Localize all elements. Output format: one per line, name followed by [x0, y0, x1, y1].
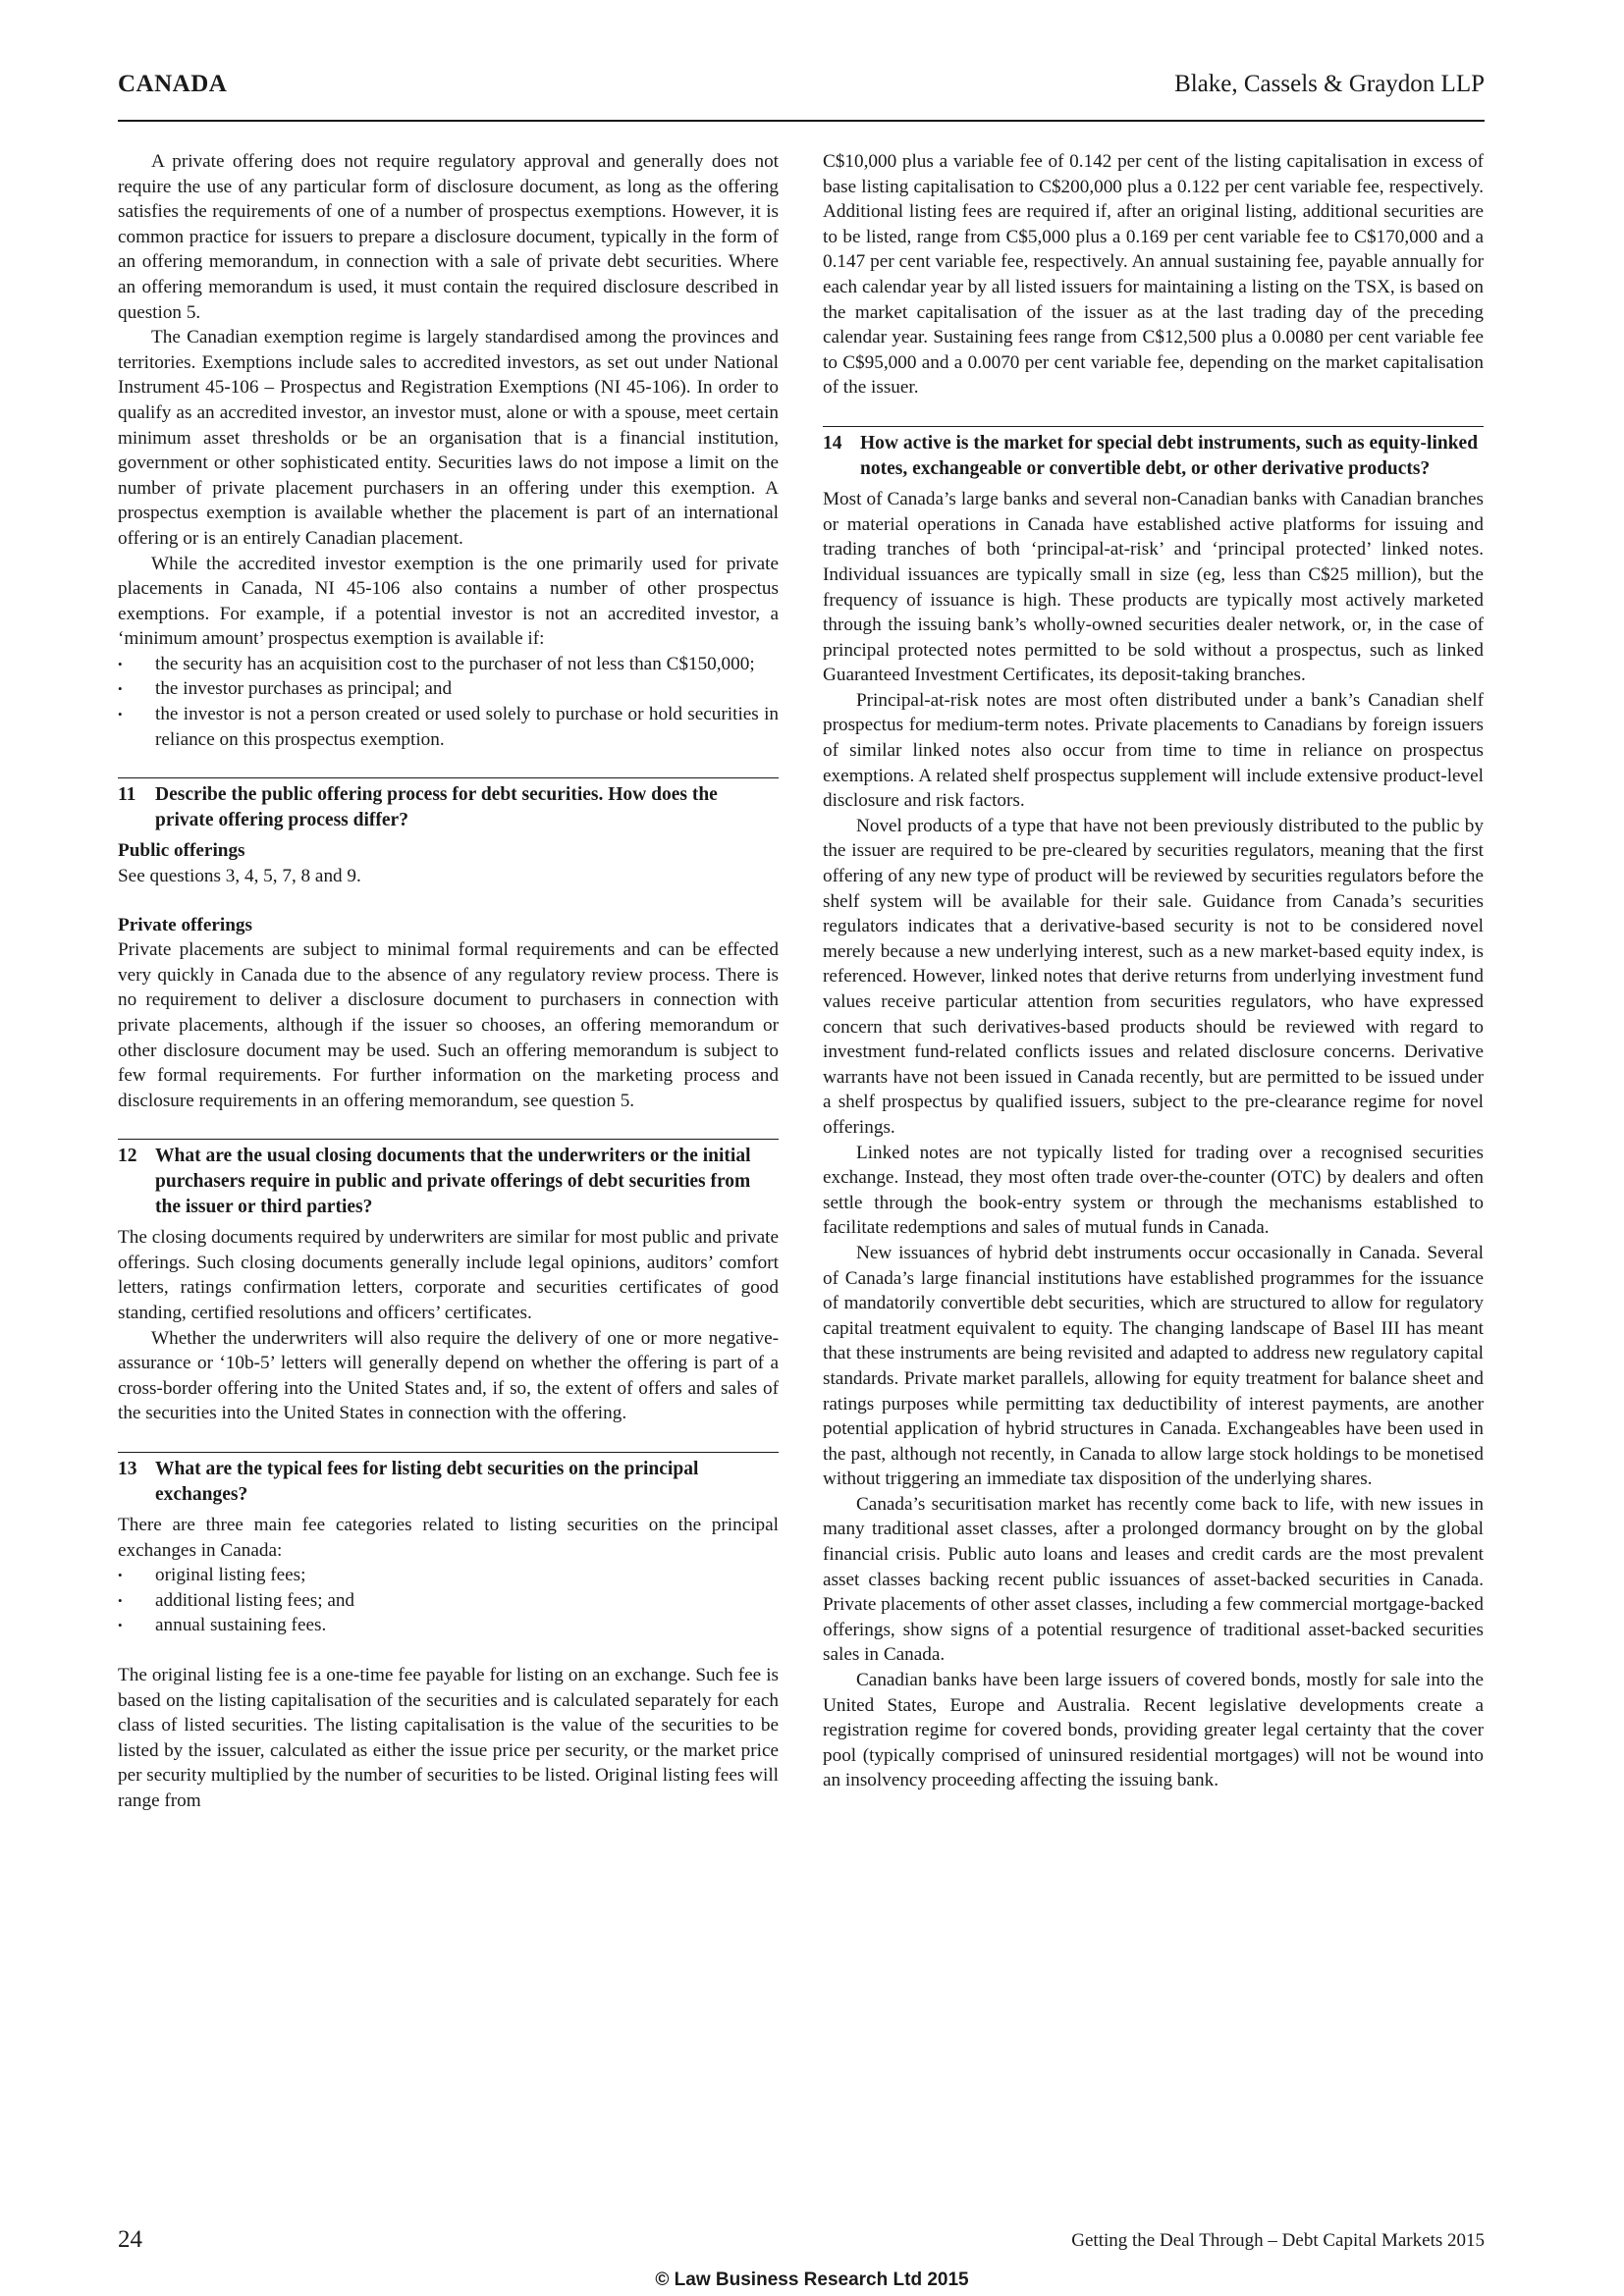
paragraph: The Canadian exemption regime is largely standardised among the provinces and territories. Exemptions include sales to accredited investors, as set out under National Instrument 45-106 – Prospectus and Registration Exemptions (NI 45-106). In order to qualify as an accredited investor, an investor must, alone or with a spouse, meet certain minimum asset thresholds or be an organisation that is a financial institution, government or other sophisticated entity. Securities laws do not impose a limit on the number of private placement purchasers in an offering under this exemption. A prospectus exemption is available whether the placement is part of an international offering or is an entirely Canadian placement. [118, 327, 779, 549]
question-number: 11 [118, 784, 136, 806]
subheading: Public offerings [118, 840, 245, 862]
paragraph: C$10,000 plus a variable fee of 0.142 per cent of the listing capitalisation in excess of base listing capitalisation to C$200,000 plus a 0.122 per cent variable fee, respectively. Additional listing fees are required if, after an original listing, additional securities are to be listed, range from C$5,000 plus a 0.169 per cent variable fee to C$170,000 and a 0.147 per cent variable fee, respectively. An annual sustaining fee, payable annually for each calendar year by all listed issuers for maintaining a listing on the TSX, is based on the market capitalisation of the issuer as at the last trading day of the preceding calendar year. Sustaining fees range from C$12,500 plus a 0.0080 per cent variable fee to C$95,000 and a 0.0070 per cent variable fee, depending on the market capitalisation of the issuer. [823, 151, 1484, 399]
question-number: 14 [823, 432, 842, 454]
paragraph: New issuances of hybrid debt instruments occur occasionally in Canada. Several of Canada’s large financial institutions have established programmes for the issuance of mandatorily convertible debt securities, which are structured to allow for regulatory capital treatment equivalent to equity. The changing landscape of Basel III has meant that these instruments are being revisited and adapted to address new regulatory capital standards. Private market parallels, allowing for equity treatment for balance sheet and ratings purposes while permitting tax deductibility of interest payments, are another potential application of hybrid structures in Canada. Exchangeables have been used in the past, although not recently, in Canada to allow large stock holdings to be monetised without triggering an immediate tax disposition of the underlying shares. [823, 1242, 1484, 1490]
bullet-list [118, 652, 779, 752]
paragraph: Most of Canada’s large banks and several non-Canadian banks with Canadian branches or material operations in Canada have established active platforms for issuing and trading tranches of both ‘principal-at-risk’ and ‘principal protected’ linked notes. Individual issuances are typically small in size (eg, less than C$25 million), but the frequency of issuance is high. These products are typically most actively marketed through the issuing bank’s wholly-owned securities dealer network, or, in the case of principal protected notes permitted to be sold without a prospectus, such as linked Guaranteed Investment Certificates, its deposit-taking branches. [823, 489, 1484, 686]
paragraph: There are three main fee categories related to listing securities on the principal exchanges in Canada: [118, 1515, 779, 1561]
question-text: What are the typical fees for listing debt securities on the principal exchanges? [155, 1458, 699, 1505]
left-column [118, 149, 779, 1814]
paragraph: The original listing fee is a one-time fee payable for listing on an exchange. Such fee is based on the listing capitalisation of the securities and is calculated separately for each class of listed securities. The listing capitalisation is the value of the securities to be listed by the issuer, calculated as either the issue price per security, or the market price per security multiplied by the number of securities to be listed. Original listing fees will range from [118, 1665, 780, 1812]
paragraph: While the accredited investor exemption is the one primarily used for private placements in Canada, NI 45-106 also contains a number of other prospectus exemptions. For example, if a potential investor is not an accredited investor, a ‘minimum amount’ prospectus exemption is available if: [118, 553, 779, 650]
paragraph: Whether the underwriters will also require the delivery of one or more negative-assurance or ‘10b-5’ letters will generally depend on whether the offering is part of a cross-border offering into the United States and, if so, the extent of offers and sales of the securities into the United States in connection with the offering. [118, 1327, 779, 1424]
list-item: • original listing fees; [118, 1563, 779, 1588]
page-number: 24 [118, 2226, 142, 2253]
header-country: CANADA [118, 71, 228, 97]
question-heading-14 [823, 426, 1484, 481]
paragraph: Principal-at-risk notes are most often distributed under a bank’s Canadian shelf prospectus for medium-term notes. Private placements to Canadians by foreign issuers of similar linked notes also occur from time to time in reliance on prospectus exemptions. A related shelf prospectus supplement will include extensive product-level disclosure and risk factors. [823, 689, 1484, 812]
paragraph: Private placements are subject to minimal formal requirements and can be effected very quickly in Canada due to the absence of any regulatory review process. There is no requirement to deliver a disclosure document to purchasers in connection with private placements, although if the issuer so chooses, an offering memorandum or other disclosure document may be used. Such an offering memorandum is subject to few formal requirements. For further information on the marketing process and disclosure requirements in an offering memorandum, see question 5. [118, 939, 779, 1111]
question-text: How active is the market for special debt instruments, such as equity-linked notes, exchangeable or convertible debt, or other derivative products? [860, 432, 1479, 479]
subheading: Private offerings [118, 914, 252, 935]
question-text: What are the usual closing documents that the underwriters or the initial purchasers require in public and private offerings of debt securities from the issuer or third parties? [155, 1146, 751, 1217]
page-header [118, 69, 1485, 122]
question-number: 12 [118, 1146, 137, 1167]
question-heading-13 [118, 1452, 779, 1507]
question-heading-11 [118, 777, 779, 832]
copyright-notice: © Law Business Research Ltd 2015 [655, 2269, 969, 2290]
paragraph: Novel products of a type that have not been previously distributed to the public by the issuer are required to be pre-cleared by securities regulators, meaning that the first offering of any new type of product will be reviewed by securities regulators before the shelf system will be available for their sale. Guidance from Canada’s securities regulators indicates that a derivative-based security is not to be considered novel merely because a new underlying interest, such as a new market-based equity index, is referenced. However, linked notes that derive returns from underlying investment fund values receive particular attention from securities regulators, who have expressed concern that such derivatives-based products should be reviewed with regard to investment fund-related conflicts issues and related disclosure concerns. Derivative warrants have not been issued in Canada recently, but are permitted to be issued under a shelf prospectus by qualified issuers, subject to the pre-clearance regime for novel offerings. [823, 815, 1484, 1138]
question-number: 13 [118, 1458, 137, 1479]
page-footer [118, 2226, 1485, 2266]
list-item: • annual sustaining fees. [118, 1613, 779, 1638]
question-text: Describe the public offering process for debt securities. How does the private offering process differ? [155, 784, 718, 830]
question-heading-12 [118, 1139, 779, 1219]
bullet-list [118, 1563, 779, 1638]
paragraph: Linked notes are not typically listed for trading over a recognised securities exchange. Instead, they most often trade over-the-counter (OTC) by dealers and often settle through the book-entry system or through the mechanisms established to facilitate redemptions and sales of mutual funds in Canada. [823, 1142, 1484, 1239]
publication-title: Getting the Deal Through – Debt Capital Markets 2015 [1071, 2230, 1485, 2251]
right-column [823, 149, 1484, 1793]
header-firm-name: Blake, Cassels & Graydon LLP [1174, 71, 1485, 97]
paragraph: See questions 3, 4, 5, 7, 8 and 9. [118, 866, 361, 887]
paragraph: Canadian banks have been large issuers of covered bonds, mostly for sale into the United States, Europe and Australia. Recent legislative developments create a registration regime for covered bonds, providing greater legal certainty that the cover pool (typically comprised of uninsured residential mortgages) will not be wound into an insolvency proceeding affecting the issuing bank. [823, 1670, 1484, 1791]
list-item: • the security has an acquisition cost to the purchaser of not less than C$150,000; [118, 652, 779, 677]
list-item: • the investor is not a person created or used solely to purchase or hold securities in reliance on this prospectus exemption. [118, 702, 779, 752]
paragraph: The closing documents required by underwriters are similar for most public and private offerings. Such closing documents generally include legal opinions, auditors’ comfort letters, ratings confirmation letters, corporate and securities certificates of good standing, certified resolutions and officers’ certificates. [118, 1227, 779, 1323]
list-item: • the investor purchases as principal; and [118, 676, 779, 702]
list-item: • additional listing fees; and [118, 1588, 779, 1614]
paragraph: Canada’s securitisation market has recently come back to life, with new issues in many traditional asset classes, after a prolonged dormancy brought on by the global financial crisis. Public auto loans and leases and credit cards are the most prevalent asset classes backing recent public issuances of asset-backed securities in Canada. Private placements of other asset classes, including a few commercial mortgage-backed offerings, show signs of a potential resurgence of traditional asset-backed securities sales in Canada. [823, 1493, 1484, 1666]
paragraph: A private offering does not require regulatory approval and generally does not require the use of any particular form of disclosure document, as long as the offering satisfies the requirements of one of a number of prospectus exemptions. However, it is common practice for issuers to prepare a disclosure document, typically in the form of an offering memorandum, in connection with a sale of private debt securities. Where an offering memorandum is used, it must contain the required disclosure described in question 5. [118, 151, 779, 323]
